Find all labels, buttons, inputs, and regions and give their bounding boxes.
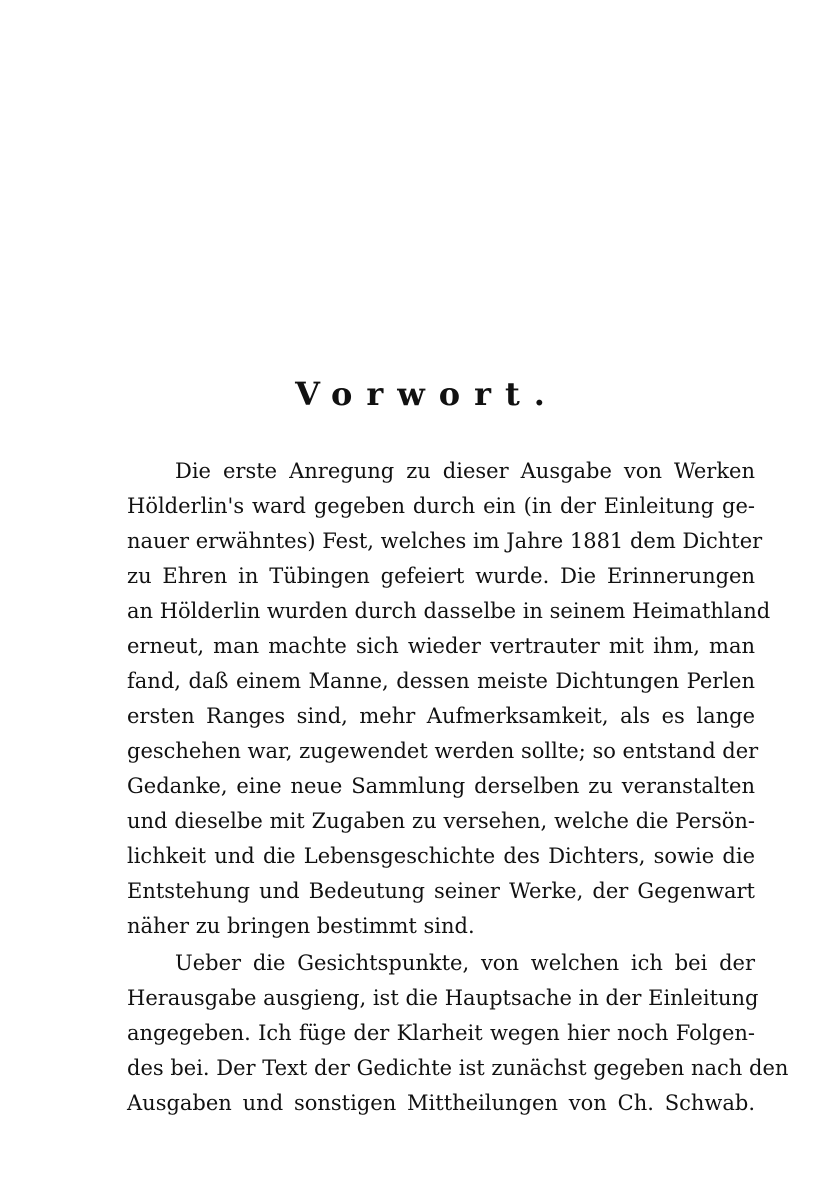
text-line: Herausgabe ausgieng, ist die Hauptsache in der Einleitung	[127, 986, 759, 1010]
text-line: Ueber die Gesichtspunkte, von welchen ich bei der	[175, 951, 755, 975]
text-line: lichkeit und die Lebensgeschichte des Dichters, sowie die	[127, 844, 755, 868]
text-line: zu Ehren in Tübingen gefeiert wurde. Die Erinnerungen	[127, 564, 755, 588]
text-line: des bei. Der Text der Gedichte ist zunächst gegeben nach den	[127, 1056, 789, 1080]
text-line: fand, daß einem Manne, dessen meiste Dichtungen Perlen	[127, 669, 755, 693]
text-line: Entstehung und Bedeutung seiner Werke, der Gegenwart	[127, 879, 755, 903]
text-line: Hölderlin's ward gegeben durch ein (in der Einleitung ge-	[127, 494, 755, 518]
text-line: Ausgaben und sonstigen Mittheilungen von Ch. Schwab.	[127, 1091, 755, 1115]
text-line: näher zu bringen bestimmt sind.	[127, 914, 475, 938]
text-line: geschehen war, zugewendet werden sollte; so entstand der	[127, 739, 759, 763]
paragraph-1	[127, 454, 771, 944]
text-line: an Hölderlin wurden durch dasselbe in seinem Heimathland	[127, 599, 771, 623]
page-title: Vorwort.	[295, 375, 559, 413]
text-line: ersten Ranges sind, mehr Aufmerksamkeit, als es lange	[127, 704, 755, 728]
text-line: nauer erwähntes) Fest, welches im Jahre 1881 dem Dichter	[127, 529, 763, 553]
text-line: Die erste Anregung zu dieser Ausgabe von Werken	[175, 459, 755, 483]
text-line: und dieselbe mit Zugaben zu versehen, welche die Persön-	[127, 809, 755, 833]
text-line: Gedanke, eine neue Sammlung derselben zu veranstalten	[127, 774, 755, 798]
text-line: erneut, man machte sich wieder vertrauter mit ihm, man	[127, 634, 755, 658]
text-line: angegeben. Ich füge der Klarheit wegen hier noch Folgen-	[127, 1021, 755, 1045]
paragraph-2	[127, 946, 789, 1121]
